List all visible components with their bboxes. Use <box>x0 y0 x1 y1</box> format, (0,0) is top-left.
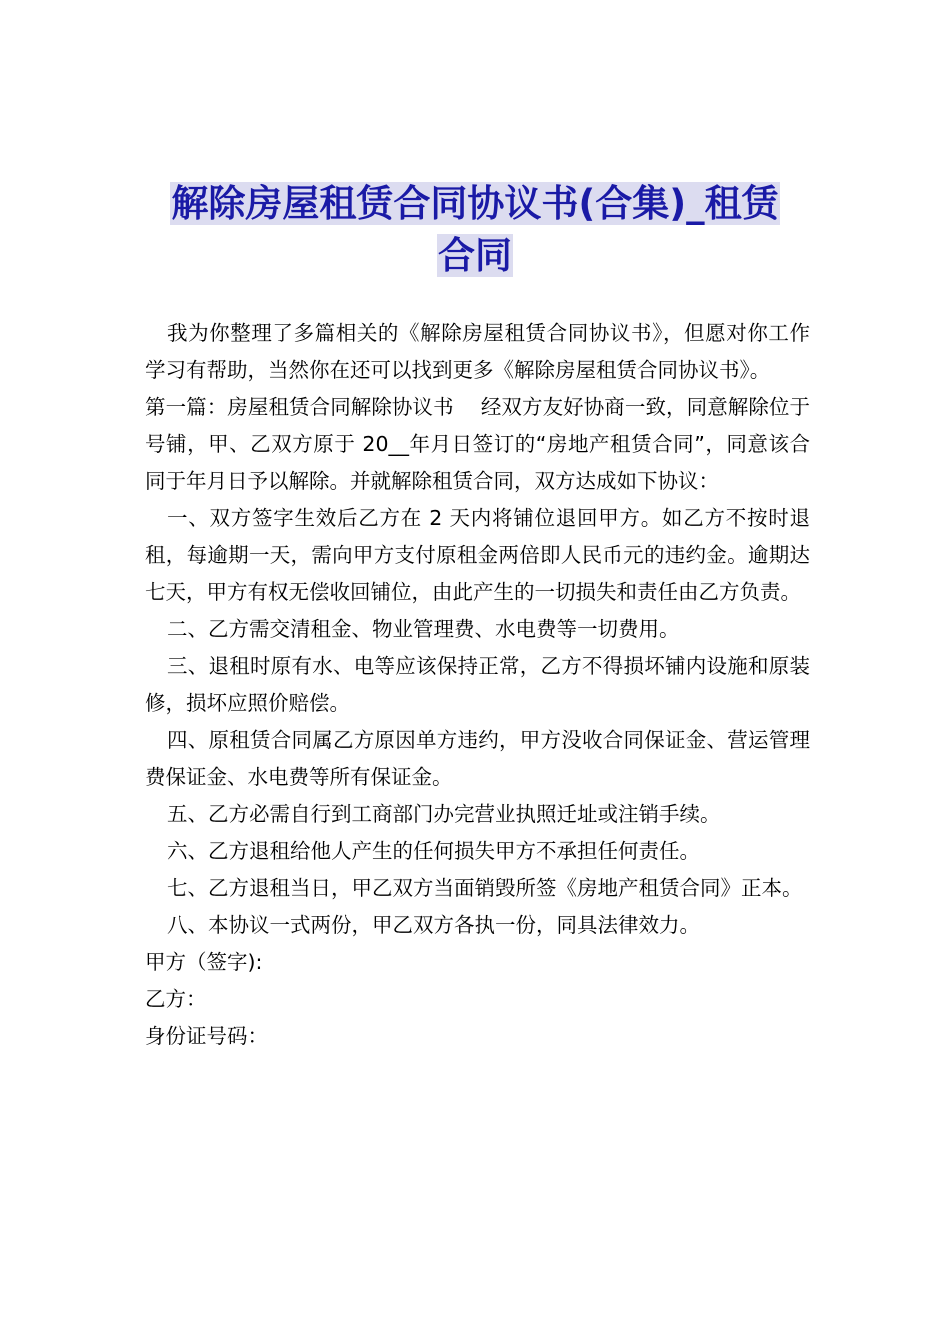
document-title <box>150 178 800 282</box>
section-1-paragraph: 第一篇：房屋租赁合同解除协议书 经双方友好协商一致，同意解除位于号铺，甲、乙双方原于 20__年月日签订的“房地产租赁合同”，同意该合同于年月日予以解除。并就解除租赁合同，双方达成如下协议： <box>145 395 810 493</box>
clause-2: 二、乙方需交清租金、物业管理费、水电费等一切费用。 <box>167 617 680 641</box>
clause-6: 六、乙方退租给他人产生的任何损失甲方不承担任何责任。 <box>167 839 700 863</box>
signature-party-a: 甲方（签字): <box>145 950 263 974</box>
clause-8: 八、本协议一式两份，甲乙双方各执一份，同具法律效力。 <box>167 913 700 937</box>
clause-1: 一、双方签字生效后乙方在 2 天内将铺位退回甲方。如乙方不按时退租，每逾期一天，需向甲方支付原租金两倍即人民币元的违约金。逾期达七天，甲方有权无偿收回铺位，由此产生的一切损失和责任由乙方负责。 <box>145 506 810 604</box>
document-body <box>145 315 810 1055</box>
clause-3: 三、退租时原有水、电等应该保持正常，乙方不得损坏铺内设施和原装修，损坏应照价赔偿。 <box>145 654 810 715</box>
title-line-2: 合同 <box>438 234 512 277</box>
signature-party-b: 乙方： <box>145 987 207 1011</box>
clause-5: 五、乙方必需自行到工商部门办完营业执照迁址或注销手续。 <box>167 802 721 826</box>
signature-id-number: 身份证号码： <box>145 1024 268 1048</box>
title-line-1: 解除房屋租赁合同协议书(合集)_租赁 <box>171 182 779 225</box>
clause-7: 七、乙方退租当日，甲乙双方当面销毁所签《房地产租赁合同》正本。 <box>167 876 803 900</box>
clause-4: 四、原租赁合同属乙方原因单方违约，甲方没收合同保证金、营运管理费保证金、水电费等所有保证金。 <box>145 728 810 789</box>
intro-paragraph: 我为你整理了多篇相关的《解除房屋租赁合同协议书》，但愿对你工作学习有帮助，当然你在还可以找到更多《解除房屋租赁合同协议书》。 <box>145 321 810 382</box>
